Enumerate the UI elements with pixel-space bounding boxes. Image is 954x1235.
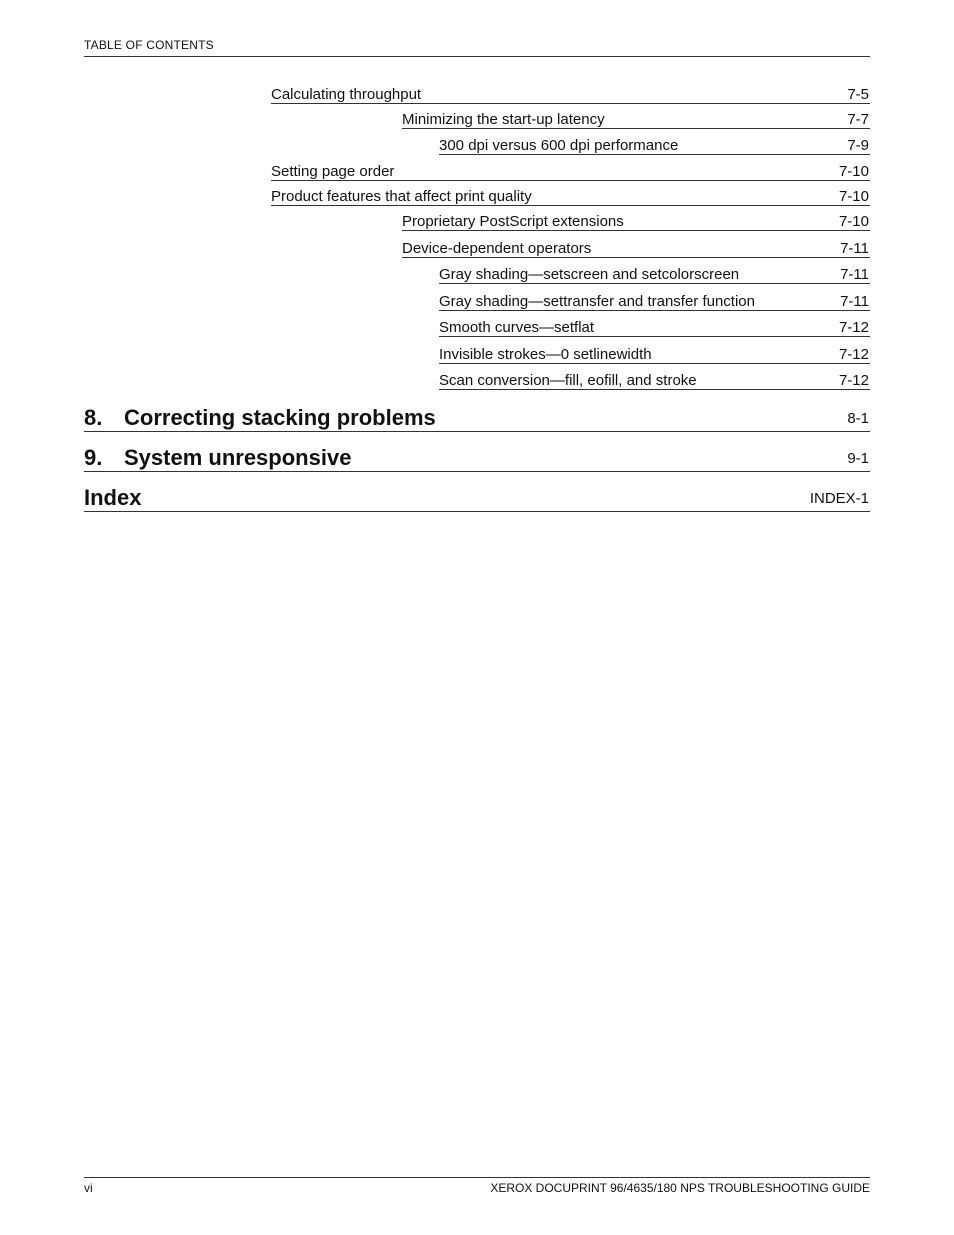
toc-entry-page: 7-10	[838, 188, 869, 205]
chapter-page: 8-1	[847, 410, 869, 427]
toc-entry-text: Product features that affect print quality	[271, 188, 532, 205]
toc-entry-page: 7-9	[847, 137, 869, 154]
toc-entry	[271, 78, 870, 104]
footer-rule	[84, 1177, 870, 1178]
toc-entry-text: Proprietary PostScript extensions	[402, 213, 624, 230]
toc-entry	[439, 364, 870, 390]
chapter-title-wrap	[84, 445, 351, 471]
toc-entry	[402, 104, 870, 129]
toc-entry-page: 7-11	[840, 240, 869, 257]
toc-entry-text: Scan conversion—fill, eofill, and stroke	[439, 372, 697, 389]
footer-page-number: vi	[84, 1181, 93, 1195]
toc-entry	[439, 337, 870, 364]
chapter-number: 8.	[84, 405, 103, 430]
footer-guide-title: XEROX DOCUPRINT 96/4635/180 NPS TROUBLESHOOTING GUIDE	[490, 1181, 870, 1195]
toc-entry-page: 7-12	[838, 346, 869, 363]
chapter-page: 9-1	[847, 450, 869, 467]
chapter-entry	[84, 397, 870, 432]
toc-entry-text: Gray shading—setscreen and setcolorscreen	[439, 266, 740, 283]
toc-entry	[271, 181, 870, 206]
chapter-title-wrap	[84, 485, 141, 511]
toc-entry-page: 7-10	[838, 163, 869, 180]
toc-entry	[402, 231, 870, 258]
chapter-title-wrap	[84, 405, 436, 431]
chapter-number: 9.	[84, 445, 103, 470]
toc-entry-text: Gray shading—settransfer and transfer function	[439, 293, 755, 310]
header-rule	[84, 56, 870, 57]
toc-entry-page: 7-10	[838, 213, 869, 230]
toc-entry-text: Device-dependent operators	[402, 240, 592, 257]
toc-entry-page: 7-11	[840, 293, 869, 310]
toc-entry-text: 300 dpi versus 600 dpi performance	[439, 137, 679, 154]
chapter-page: INDEX-1	[809, 490, 869, 507]
toc-entry-page: 7-11	[840, 266, 869, 283]
chapter-entry	[84, 437, 870, 472]
toc-entry	[439, 284, 870, 311]
toc-entry-page: 7-12	[838, 319, 869, 336]
chapter-title: Correcting stacking problems	[124, 405, 436, 430]
toc-entry-text: Invisible strokes—0 setlinewidth	[439, 346, 652, 363]
chapter-entry	[84, 476, 870, 512]
toc-entry-text: Calculating throughput	[271, 86, 422, 103]
toc-entry	[439, 311, 870, 337]
running-header: TABLE OF CONTENTS	[84, 38, 214, 52]
chapter-title: System unresponsive	[124, 445, 352, 470]
toc-entry-page: 7-7	[847, 111, 869, 128]
toc-entry-text: Minimizing the start-up latency	[402, 111, 605, 128]
toc-entry	[402, 206, 870, 231]
toc-entry	[439, 258, 870, 284]
chapter-title: Index	[84, 485, 142, 510]
toc-entry	[439, 129, 870, 155]
toc-entry-page: 7-12	[838, 372, 869, 389]
toc-entry-text: Setting page order	[271, 163, 395, 180]
toc-entry-text: Smooth curves—setflat	[439, 319, 595, 336]
toc-entry	[271, 155, 870, 181]
toc-entry-page: 7-5	[847, 86, 869, 103]
